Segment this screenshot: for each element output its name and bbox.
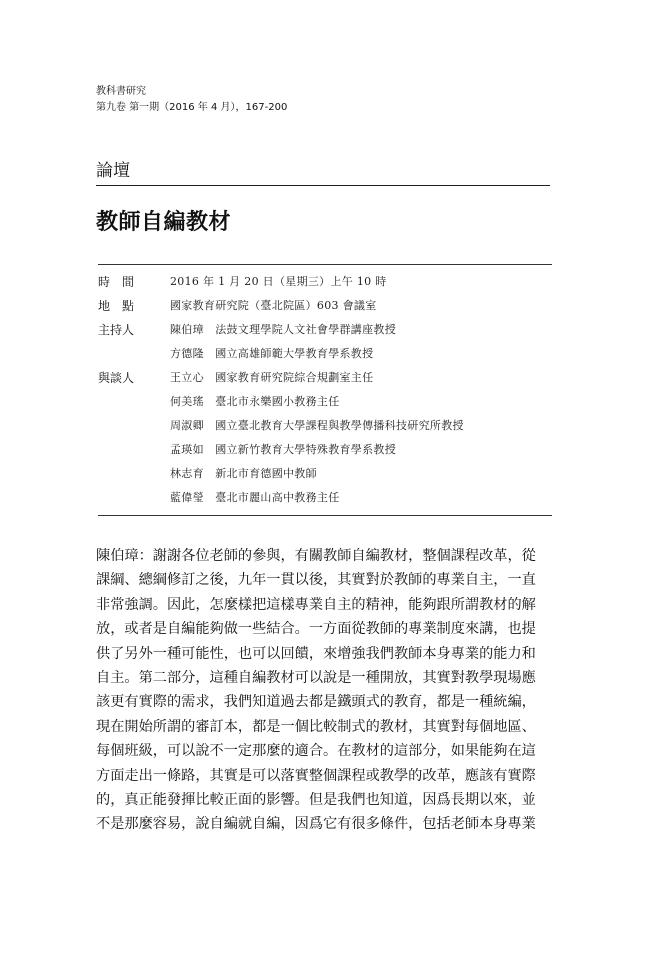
body-line: 非常強調。因此，怎麼樣把這樣專業自主的精神，能夠跟所謂教材的解: [96, 596, 536, 613]
body-line: 自主。第二部分，這種自編教材可以說是一種開放，其實對教學現場應: [96, 669, 536, 686]
meta-value: 孟瑛如 國立新竹教育大學特殊教育學系教授: [170, 443, 396, 456]
body-line: 現在開始所謂的審訂本，都是一個比較制式的教材，其實對每個地區、: [96, 718, 536, 735]
meta-value: 林志育 新北市育德國中教師: [170, 467, 317, 480]
meta-row: [98, 389, 552, 413]
section-divider: [96, 185, 550, 186]
body-line: 供了另外一種可能性，也可以回饋，來增強我們教師本身專業的能力和: [96, 645, 536, 662]
article-title: 教師自編教材: [96, 210, 232, 235]
meta-value: 周淑卿 國立臺北教育大學課程與教學傳播科技研究所教授: [170, 419, 464, 432]
body-line: 每個班級，可以說不一定那麼的適合。在教材的這部分，如果能夠在這: [96, 743, 536, 760]
meta-row: [98, 413, 552, 437]
body-line: 陳伯璋：謝謝各位老師的參與，有關教師自編教材，整個課程改革，從: [96, 548, 536, 564]
meta-row: [98, 461, 552, 485]
meta-row: [98, 485, 552, 509]
meta-value: 王立心 國家教育研究院綜合規劃室主任: [170, 371, 374, 384]
meta-label: 時 間: [98, 274, 135, 289]
body-line: 方面走出一條路，其實是可以落實整個課程或教學的改革，應該有實際: [96, 767, 536, 784]
journal-name: 教科書研究: [96, 86, 146, 97]
section-label: 論壇: [96, 161, 130, 181]
meta-row: [98, 365, 552, 389]
meta-row: [98, 317, 552, 341]
meta-row: [98, 341, 552, 365]
body-line: 的，真正能發揮比較正面的影響。但是我們也知道，因爲長期以來，並: [96, 791, 536, 808]
meta-label: 地 點: [98, 298, 135, 313]
meeting-info-table: [98, 264, 552, 516]
meta-value: 何美瑤 臺北市永樂國小教務主任: [170, 395, 340, 408]
body-line: 不是那麼容易，說自編就自編，因爲它有很多條件，包括老師本身專業: [96, 816, 536, 833]
meta-value: 2016 年 1 月 20 日（星期三）上午 10 時: [170, 275, 387, 288]
body-line: 課綱、總綱修訂之後，九年一貫以後，其實對於教師的專業自主，一直: [96, 572, 536, 589]
meta-label: 主持人: [98, 322, 135, 337]
meta-value: 藍偉瑩 臺北市麗山高中教務主任: [170, 491, 340, 504]
meta-row: [98, 269, 552, 293]
meta-label: 與談人: [98, 370, 135, 385]
body-line: 放，或者是自編能夠做一些結合。一方面從教師的專業制度來講，也提: [96, 621, 536, 638]
meta-value: 陳伯璋 法鼓文理學院人文社會學群講座教授: [170, 323, 396, 336]
body-line: 該更有實際的需求，我們知道過去都是鐵頭式的教育，都是一種統編，: [96, 694, 536, 711]
meta-value: 國家教育研究院（臺北院區）603 會議室: [170, 299, 377, 312]
journal-header: [96, 84, 287, 116]
meta-row: [98, 293, 552, 317]
meta-value: 方德隆 國立高雄師範大學教育學系教授: [170, 347, 374, 360]
journal-issue: 第九卷 第一期（2016 年 4 月），167-200: [96, 102, 288, 113]
meta-row: [98, 437, 552, 461]
article-body: [96, 544, 554, 837]
